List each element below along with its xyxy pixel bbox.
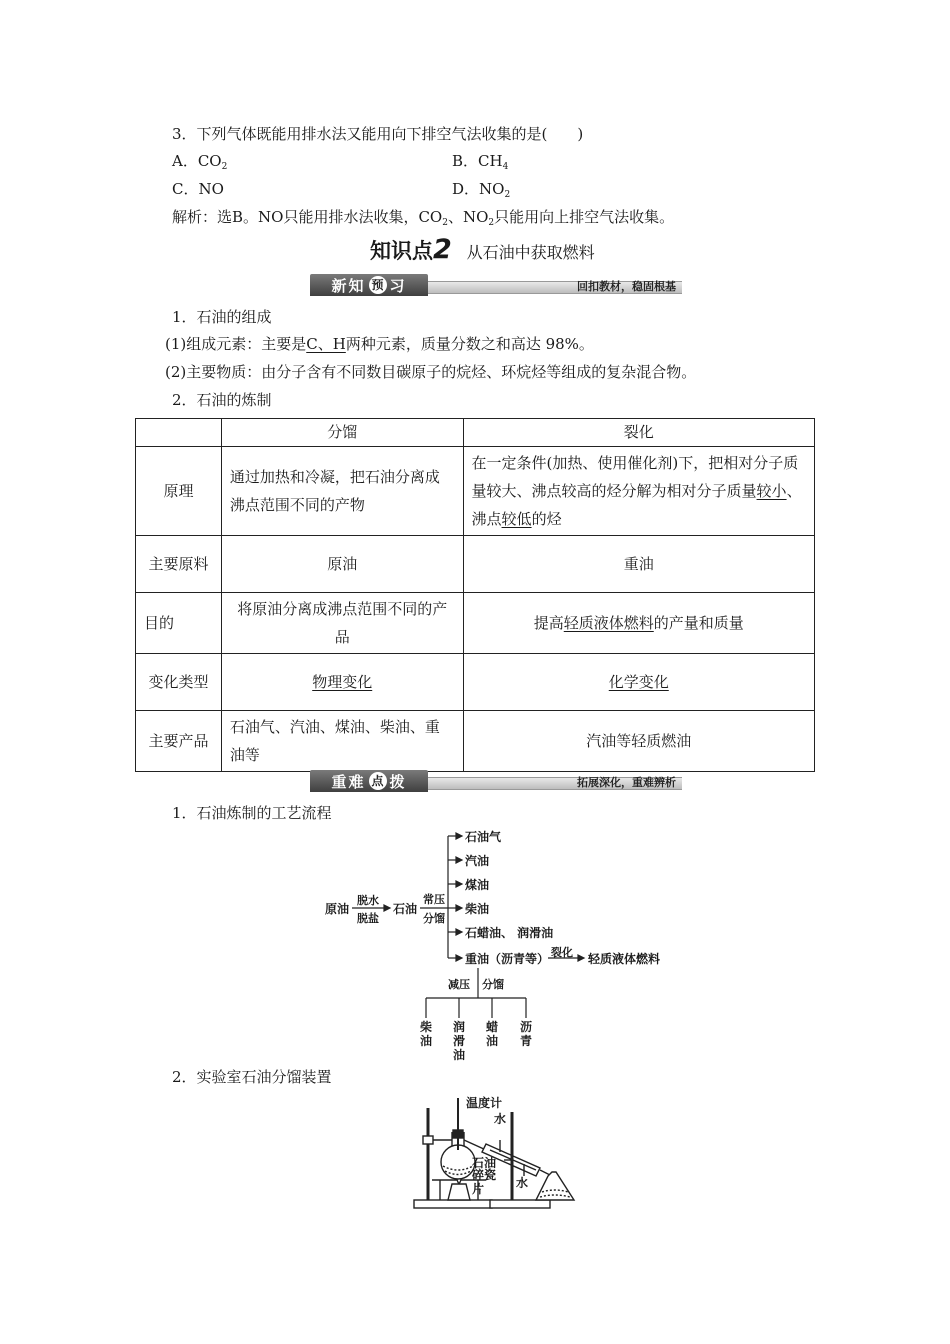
table-row: 分馏 裂化: [136, 419, 815, 447]
flow-product-2: 汽油: [465, 854, 490, 868]
question-3-analysis: 解析：选B。NO只能用排水法收集，$CO_2$、$NO_2$只能用向上排空气法收集。: [172, 208, 675, 228]
option-b: B．$CH_4$: [452, 152, 509, 172]
flow-light-fuel: 轻质液体燃料: [588, 952, 661, 966]
section-heading-refining: 2．石油的炼制: [172, 391, 272, 409]
label-thermometer: 温度计: [466, 1096, 503, 1110]
option-c: C．NO: [172, 180, 224, 198]
section-heading-composition: 1．石油的组成: [172, 308, 272, 326]
composition-line-1: (1)组成元素：主要是C、H两种元素，质量分数之和高达 98%。: [165, 335, 594, 353]
table-row: 主要产品 石油气、汽油、煤油、柴油、重油等 汽油等轻质燃油: [136, 711, 815, 772]
table-row: 变化类型 物理变化 化学变化: [136, 654, 815, 711]
flow-vacuum-2: 润滑油: [453, 1020, 466, 1062]
kp-number: 2: [433, 234, 452, 265]
flow-desalt: 脱盐: [357, 912, 379, 925]
circle-badge: 点: [369, 772, 387, 790]
option-d: D．$NO_2$: [452, 180, 511, 200]
flow-product-4: 柴油: [465, 902, 490, 916]
flow-dewater: 脱水: [357, 894, 379, 907]
circle-badge: 预: [369, 276, 387, 294]
label-water-out: 水: [516, 1176, 529, 1190]
label-water-in: 水: [494, 1112, 507, 1126]
flow-reduced-pressure: 减压: [448, 978, 470, 991]
label-oil: 石油: [472, 1156, 497, 1170]
composition-line-2: (2)主要物质：由分子含有不同数目碳原子的烷烃、环烷烃等组成的复杂混合物。: [165, 363, 697, 381]
flow-fractionation: 分馏: [423, 912, 445, 925]
table-row: 目的 将原油分离成沸点范围不同的产品 提高轻质液体燃料的产量和质量: [136, 593, 815, 654]
flow-normal-pressure: 常压: [423, 893, 445, 906]
flow-product-1: 石油气: [465, 830, 502, 844]
section-heading-apparatus: 2．实验室石油分馏装置: [172, 1068, 332, 1086]
flow-fractionation-2: 分馏: [482, 978, 504, 991]
flow-vacuum-1: 柴油: [420, 1020, 433, 1048]
kp-title: 知识点: [370, 239, 433, 263]
label-porcelain-chips: 碎瓷片: [472, 1168, 497, 1196]
option-a: A．$CO_2$: [172, 152, 228, 172]
flow-product-3: 煤油: [465, 878, 490, 892]
question-3-stem: 3．下列气体既能用排水法又能用向下排空气法收集的是( ): [172, 125, 584, 143]
flow-product-6: 重油（沥青等）: [465, 952, 550, 966]
kp-subtitle: 从石油中获取燃料: [466, 243, 595, 262]
flow-vacuum-3: 蜡油: [486, 1020, 499, 1048]
flow-crude: 原油: [325, 902, 350, 916]
flow-cracking: 裂化: [551, 946, 573, 959]
flow-product-5: 石蜡油、 润滑油: [465, 926, 554, 940]
flow-oil: 石油: [393, 902, 418, 916]
flow-vacuum-4: 沥青: [520, 1020, 533, 1048]
section-heading-process: 1．石油炼制的工艺流程: [172, 804, 332, 822]
table-row: 原理 通过加热和冷凝，把石油分离成沸点范围不同的产物 在一定条件(加热、使用催化剂)下，把相对分子质量较大、沸点较高的烃分解为相对分子质量较小、沸点较低的烃: [136, 447, 815, 536]
deepening-banner: 重难 点 拨 拓展深化，重难辨析: [310, 770, 682, 792]
preview-banner: 新知 预 习 回扣教材，稳固根基: [310, 274, 682, 296]
table-row: 主要原料 原油 重油: [136, 536, 815, 593]
